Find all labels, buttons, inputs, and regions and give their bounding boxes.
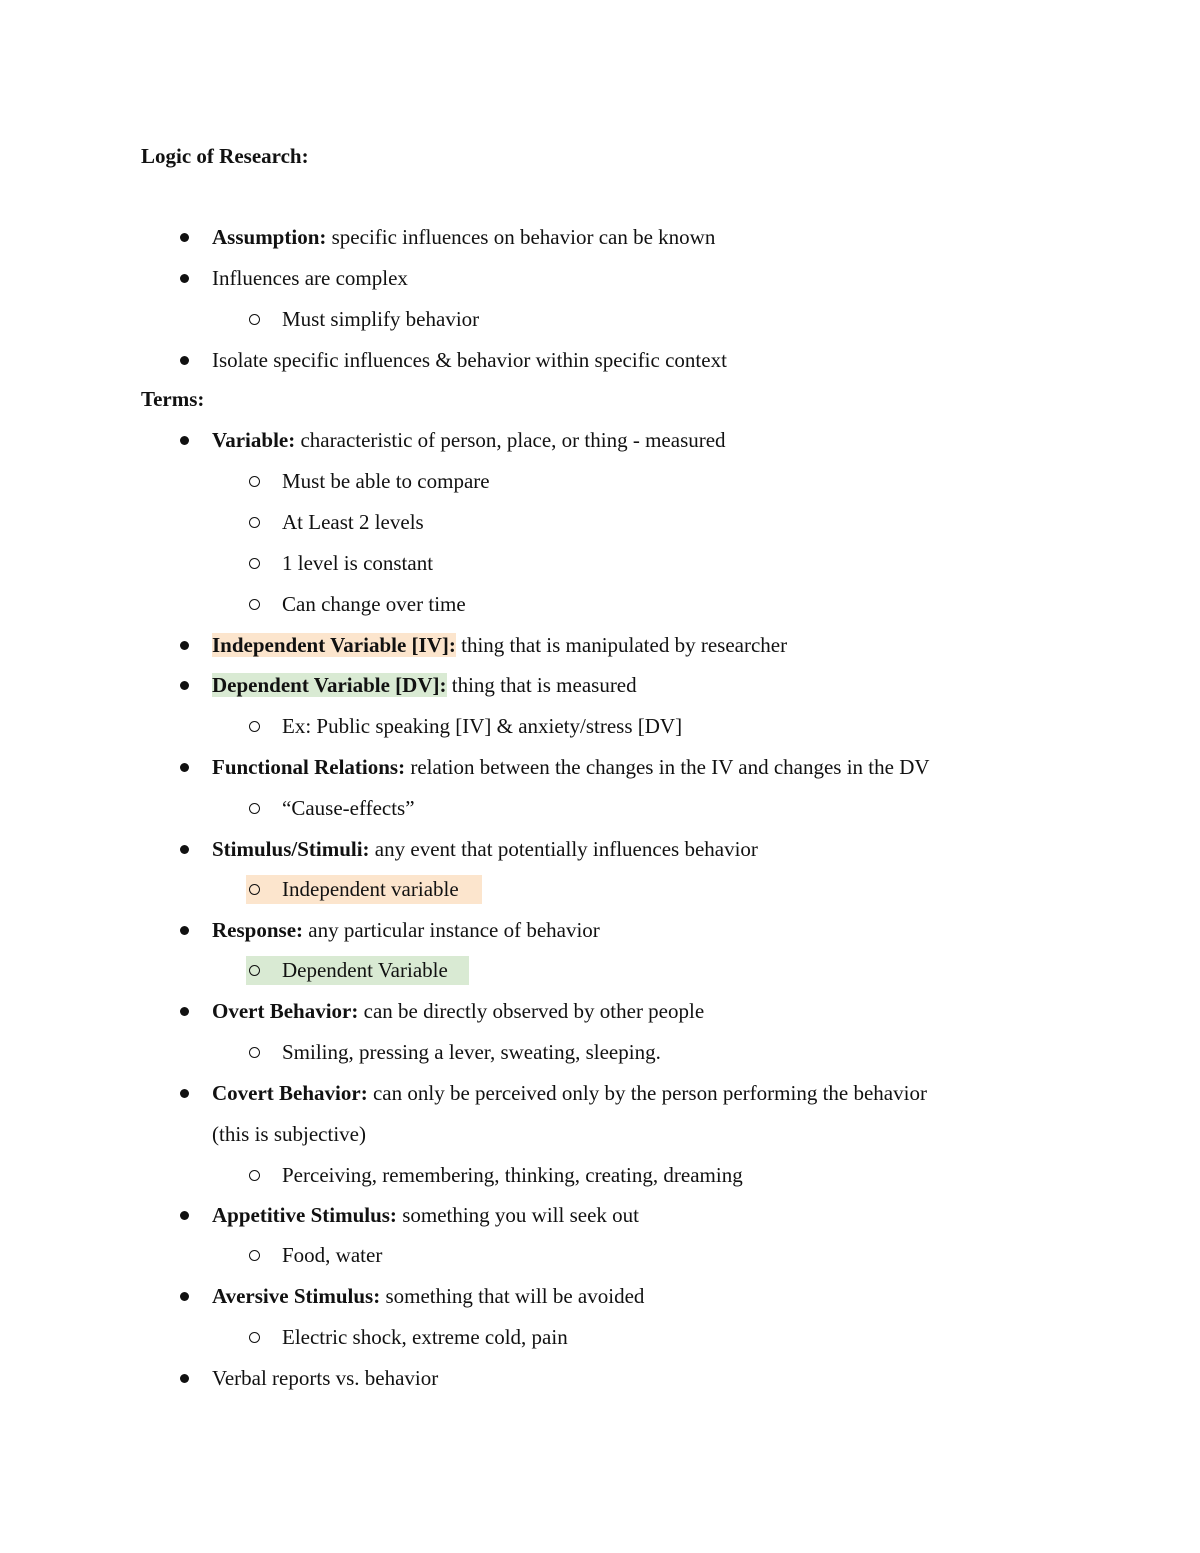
hollow-bullet-icon	[249, 1332, 260, 1343]
bullet-icon	[180, 274, 189, 283]
list-item-text: Influences are complex	[212, 266, 408, 290]
term-definition: something that will be avoided	[380, 1284, 645, 1308]
hollow-bullet-icon	[249, 599, 260, 610]
bullet-icon	[180, 681, 189, 690]
sub-item-text: Must be able to compare	[282, 469, 490, 493]
sub-item-text: Smiling, pressing a lever, sweating, sleeping.	[282, 1040, 661, 1064]
term-label: Aversive Stimulus:	[212, 1284, 381, 1308]
hollow-bullet-icon	[249, 1170, 260, 1181]
hollow-bullet-icon	[249, 1047, 260, 1058]
bullet-icon	[180, 1292, 189, 1301]
heading-logic-of-research: Logic of Research:	[141, 144, 309, 168]
bullet-icon	[180, 845, 189, 854]
bullet-icon	[180, 356, 189, 365]
term-definition: any particular instance of behavior	[303, 918, 600, 942]
term-label: Covert Behavior:	[212, 1081, 368, 1105]
term-definition: can be directly observed by other people	[358, 999, 705, 1023]
wrapped-line: (this is subjective)	[212, 1122, 366, 1146]
hollow-bullet-icon	[249, 721, 260, 732]
term-definition: thing that is measured	[446, 673, 637, 697]
bullet-icon	[180, 436, 189, 445]
term-label: Assumption:	[212, 225, 327, 249]
term-definition: characteristic of person, place, or thing - measured	[295, 428, 726, 452]
highlighted-term-label: Independent Variable [IV]:	[212, 633, 456, 657]
term-definition: something you will seek out	[396, 1203, 640, 1227]
bullet-icon	[180, 1374, 189, 1383]
term-label: Functional Relations:	[212, 755, 406, 779]
bullet-icon	[180, 641, 189, 650]
term-label: Stimulus/Stimuli:	[212, 837, 370, 861]
hollow-bullet-icon	[249, 517, 260, 528]
hollow-bullet-icon	[249, 476, 260, 487]
term-label: Response:	[212, 918, 304, 942]
term-definition: can only be perceived only by the person performing the behavior	[367, 1081, 927, 1105]
term-definition: relation between the changes in the IV and changes in the DV	[405, 755, 930, 779]
bullet-icon	[180, 1007, 189, 1016]
heading-terms: Terms:	[141, 387, 205, 411]
bullet-icon	[180, 763, 189, 772]
term-label: Variable:	[212, 428, 296, 452]
sub-item-text: Ex: Public speaking [IV] & anxiety/stress [DV]	[282, 714, 683, 738]
hollow-bullet-icon	[249, 558, 260, 569]
hollow-bullet-icon	[249, 965, 260, 976]
sub-item-text: Perceiving, remembering, thinking, creating, dreaming	[282, 1163, 743, 1187]
bullet-icon	[180, 1089, 189, 1098]
sub-item-text: Independent variable	[282, 877, 459, 901]
term-definition: thing that is manipulated by researcher	[455, 633, 788, 657]
hollow-bullet-icon	[249, 803, 260, 814]
bullet-icon	[180, 233, 189, 242]
sub-item-text: Can change over time	[282, 592, 466, 616]
hollow-bullet-icon	[249, 884, 260, 895]
sub-item-text: Must simplify behavior	[282, 307, 480, 331]
list-item-text: Verbal reports vs. behavior	[212, 1366, 439, 1390]
term-definition: specific influences on behavior can be known	[326, 225, 716, 249]
term-label: Overt Behavior:	[212, 999, 359, 1023]
sub-item-text: 1 level is constant	[282, 551, 434, 575]
sub-item-text: At Least 2 levels	[282, 510, 424, 534]
bullet-icon	[180, 926, 189, 935]
highlighted-term-label: Dependent Variable [DV]:	[212, 673, 447, 697]
term-definition: any event that potentially influences behavior	[369, 837, 758, 861]
bullet-icon	[180, 1211, 189, 1220]
sub-item-text: Dependent Variable	[282, 958, 448, 982]
sub-item-text: Food, water	[282, 1243, 383, 1267]
hollow-bullet-icon	[249, 1250, 260, 1261]
list-item-text: Isolate specific influences & behavior within specific context	[212, 348, 727, 372]
sub-item-text: “Cause-effects”	[282, 796, 415, 820]
sub-item-text: Electric shock, extreme cold, pain	[282, 1325, 568, 1349]
term-label: Appetitive Stimulus:	[212, 1203, 397, 1227]
hollow-bullet-icon	[249, 314, 260, 325]
